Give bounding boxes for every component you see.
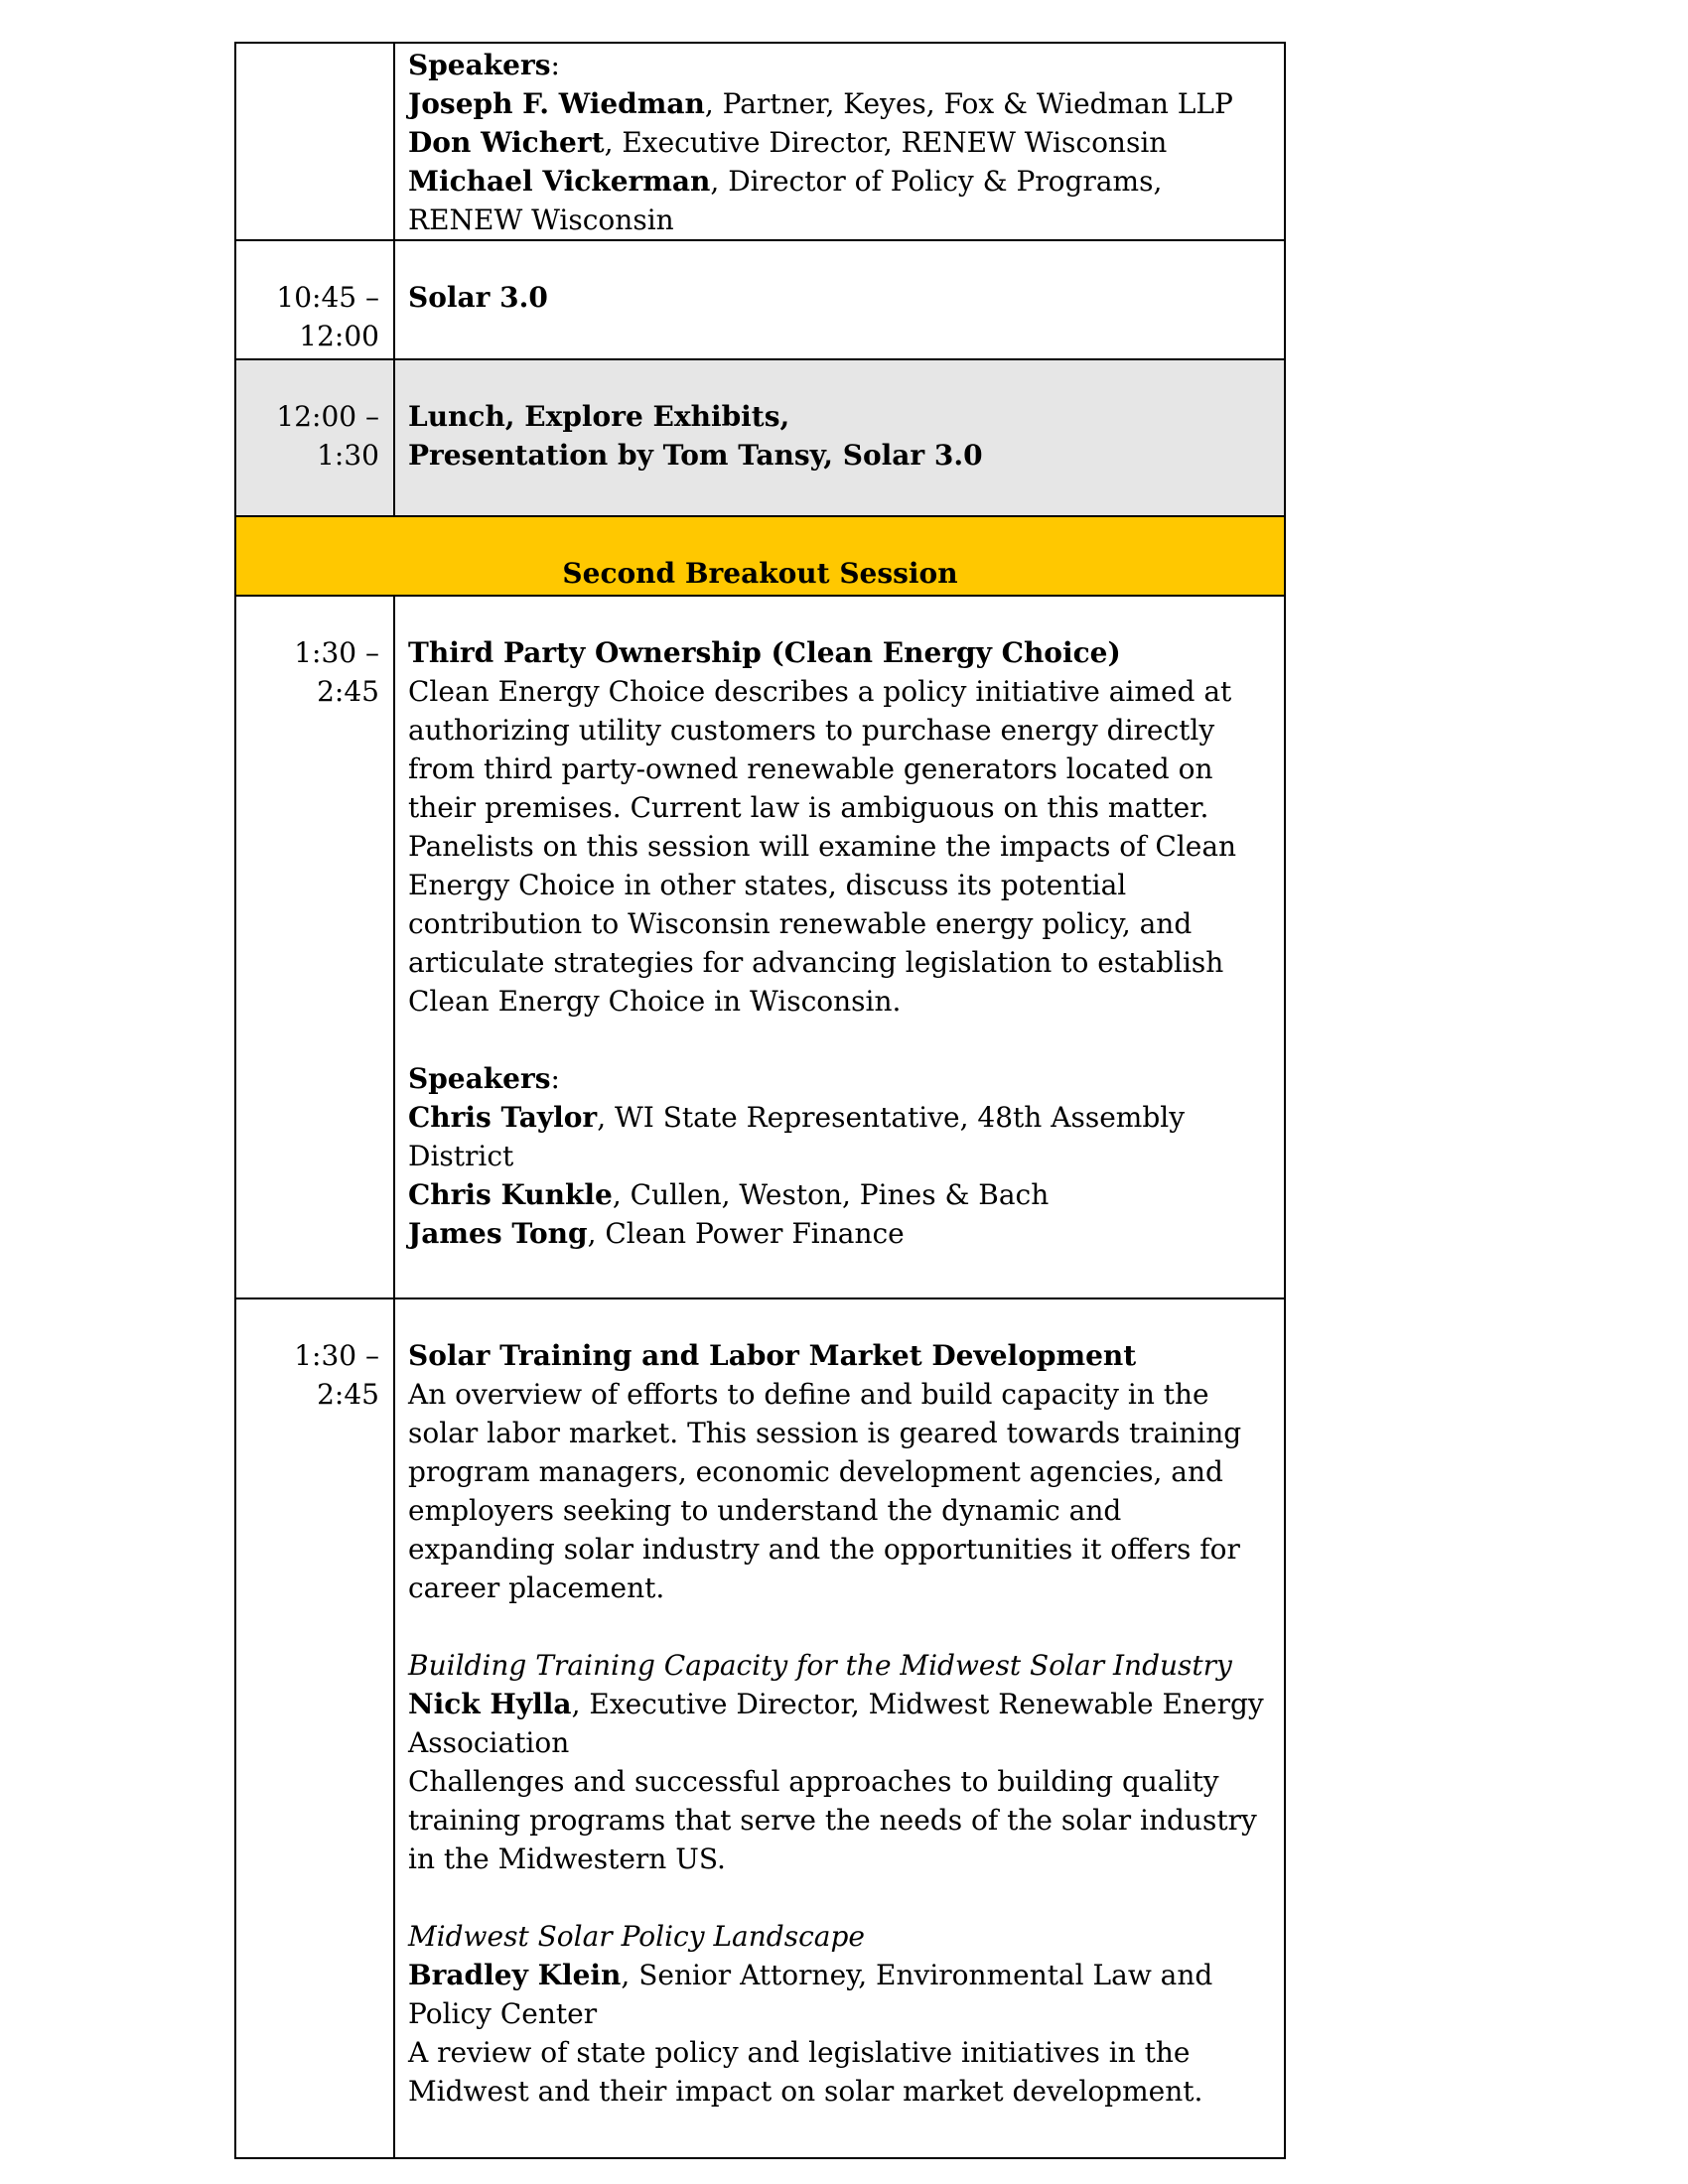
session-description: An overview of efforts to define and build capacity in the solar labor market. This session is geared towards training program managers, economic development agencies, and employers seeking to understand the dynamic and expanding solar industry and the opportunities it offers for career placement. <box>408 1378 1242 1604</box>
agenda-row-solar-training <box>235 1298 1285 2158</box>
talk-summary: A review of state policy and legislative initiatives in the Midwest and their impact on solar market development. <box>408 2036 1203 2108</box>
content-cell <box>394 596 1285 1298</box>
time-cell <box>235 596 394 1298</box>
speaker-role: , Executive Director, RENEW Wisconsin <box>604 126 1168 159</box>
content-cell <box>394 43 1285 240</box>
speaker-name: Nick Hylla <box>408 1688 572 1720</box>
breakout-banner <box>235 516 1285 596</box>
time-cell <box>235 359 394 516</box>
speaker-role: , Senior Attorney, Environmental Law and Policy Center <box>408 1959 1213 2030</box>
session-title: Solar 3.0 <box>408 281 548 314</box>
talk-summary: Challenges and successful approaches to building quality training programs that serve the needs of the solar industry in the Midwestern US. <box>408 1765 1257 1875</box>
speaker-entry <box>408 1214 1276 1253</box>
time-end: 1:30 <box>317 439 379 472</box>
speaker-name: Chris Taylor <box>408 1101 598 1134</box>
speaker-name: James Tong <box>408 1217 588 1250</box>
session-description: Clean Energy Choice describes a policy initiative aimed at authorizing utility customers to purchase energy directly from third party-owned renewable generators located on their premises. Current law is ambiguous on this matter. Panelists on this session will examine the impacts of Clean Energy Choice in other states, discuss its potential contribution to Wisconsin renewable energy policy, and articulate strategies for advancing legislation to establish Clean Energy Choice in Wisconsin. <box>408 675 1237 1018</box>
time-end: 12:00 <box>299 320 379 352</box>
content-cell <box>394 240 1285 359</box>
speaker-entry <box>408 1956 1276 2033</box>
speaker-name: Don Wichert <box>408 126 605 159</box>
talk-title: Building Training Capacity for the Midwest Solar Industry <box>408 1649 1232 1682</box>
session-title: Third Party Ownership (Clean Energy Choice) <box>408 636 1121 669</box>
speaker-name: Michael Vickerman <box>408 165 711 198</box>
speaker-role: , WI State Representative, 48th Assembly District <box>408 1101 1186 1172</box>
speaker-entry <box>408 1098 1276 1175</box>
time-cell <box>235 43 394 240</box>
speakers-heading: Speakers: <box>408 1062 560 1095</box>
agenda-row-third-party-ownership <box>235 596 1285 1298</box>
time-start: 1:30 – <box>294 1339 379 1372</box>
speaker-role: , Executive Director, Midwest Renewable Energy Association <box>408 1688 1264 1759</box>
speaker-name: Bradley Klein <box>408 1959 622 1991</box>
speaker-entry <box>408 123 1276 162</box>
talk-title: Midwest Solar Policy Landscape <box>408 1920 865 1953</box>
time-cell <box>235 1298 394 2158</box>
speaker-entry <box>408 1175 1276 1214</box>
speakers-heading: Speakers: <box>408 49 560 81</box>
session-subtitle: Presentation by Tom Tansy, Solar 3.0 <box>408 439 983 472</box>
agenda-row-speakers-continued <box>235 43 1285 240</box>
time-start: 10:45 – <box>276 281 379 314</box>
time-end: 2:45 <box>317 1378 379 1411</box>
speaker-role: , Partner, Keyes, Fox & Wiedman LLP <box>704 87 1233 120</box>
time-end: 2:45 <box>317 675 379 708</box>
breakout-banner-row <box>235 516 1285 596</box>
speaker-entry <box>408 162 1276 239</box>
session-title: Lunch, Explore Exhibits, <box>408 400 790 433</box>
agenda-row-solar-3 <box>235 240 1285 359</box>
speaker-name: Joseph F. Wiedman <box>408 87 705 120</box>
time-cell <box>235 240 394 359</box>
speaker-name: Chris Kunkle <box>408 1178 613 1211</box>
content-cell <box>394 1298 1285 2158</box>
speaker-role: , Clean Power Finance <box>587 1217 905 1250</box>
time-start: 12:00 – <box>276 400 379 433</box>
session-title: Solar Training and Labor Market Development <box>408 1339 1137 1372</box>
speaker-role: , Director of Policy & Programs, RENEW Wisconsin <box>408 165 1163 236</box>
speaker-role: , Cullen, Weston, Pines & Bach <box>612 1178 1050 1211</box>
agenda-table <box>234 42 1286 2159</box>
time-start: 1:30 – <box>294 636 379 669</box>
content-cell <box>394 359 1285 516</box>
speaker-entry <box>408 1685 1276 1762</box>
banner-title: Second Breakout Session <box>562 557 958 590</box>
speaker-entry <box>408 84 1276 123</box>
agenda-row-lunch <box>235 359 1285 516</box>
